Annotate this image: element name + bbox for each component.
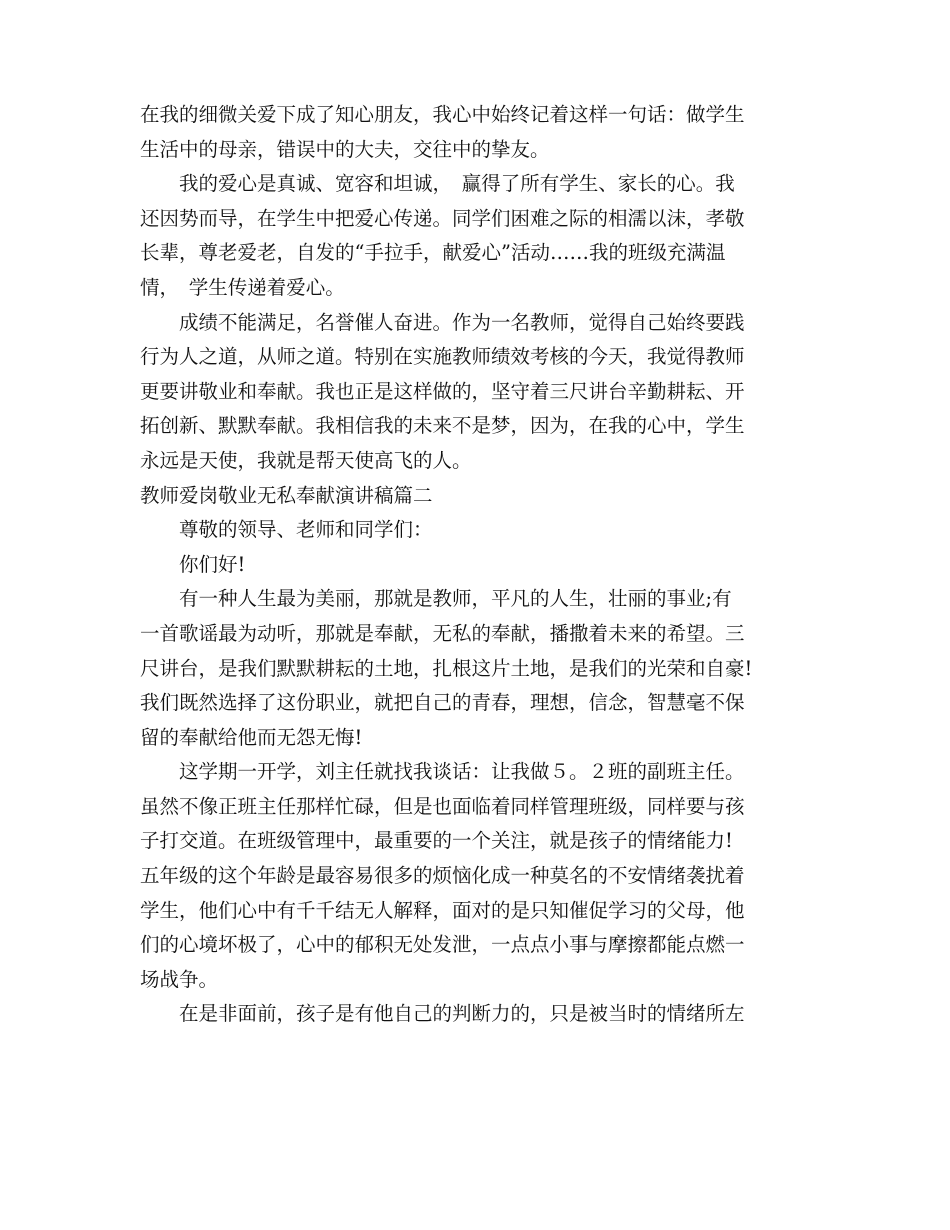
text-line: 一首歌谣最为动听，那就是奉献，无私的奉献，播撒着未来的希望。三 bbox=[140, 621, 745, 645]
text-line: 永远是天使，我就是帮天使高飞的人。 bbox=[140, 448, 472, 472]
text-line: 子打交道。在班级管理中，最重要的一个关注，就是孩子的情绪能力! bbox=[140, 829, 733, 853]
text-line: 在我的细微关爱下成了知心朋友，我心中始终记着这样一句话：做学生 bbox=[140, 103, 745, 126]
text-line: 五年级的这个年龄是最容易很多的烦恼化成一种莫名的不安情绪袭扰着 bbox=[140, 864, 745, 888]
text-line: 们的心境坏极了，心中的郁积无处发泄，一点点小事与摩擦都能点燃一 bbox=[140, 933, 745, 957]
text-line: 更要讲敬业和奉献。我也正是这样做的，坚守着三尺讲台辛勤耕耘、开 bbox=[140, 379, 745, 403]
text-line: 我们既然选择了这份职业，就把自己的青春，理想，信念，智慧毫不保 bbox=[140, 691, 745, 715]
text-line: 我的爱心是真诚、宽容和坦诚， 赢得了所有学生、家长的心。我 bbox=[140, 172, 735, 196]
text-line: 你们好! bbox=[140, 552, 246, 576]
text-line: 行为人之道，从师之道。特别在实施教师绩效考核的今天，我觉得教师 bbox=[140, 345, 745, 369]
text-line: 情， 学生传递着爱心。 bbox=[140, 275, 345, 299]
text-line: 成绩不能满足，名誉催人奋进。作为一名教师，觉得自己始终要践 bbox=[140, 310, 745, 334]
text-line: 生活中的母亲，错误中的大夫，交往中的挚友。 bbox=[140, 137, 550, 161]
text-line: 场战争。 bbox=[140, 967, 219, 991]
document-body bbox=[140, 98, 820, 1032]
text-line: 留的奉献给他而无怨无悔! bbox=[140, 725, 363, 749]
text-line: 虽然不像正班主任那样忙碌，但是也面临着同样管理班级，同样要与孩 bbox=[140, 794, 745, 818]
section-heading: 教师爱岗敬业无私奉献演讲稿篇二 bbox=[140, 483, 433, 507]
text-line: 尊敬的领导、老师和同学们： bbox=[140, 518, 433, 542]
text-line: 学生，他们心中有千千结无人解释，面对的是只知催促学习的父母，他 bbox=[140, 898, 745, 922]
text-line: 有一种人生最为美丽，那就是教师，平凡的人生，壮丽的事业;有 bbox=[140, 587, 732, 611]
text-line: 这学期一开学，刘主任就找我谈话：让我做５。２班的副班主任。 bbox=[140, 760, 745, 784]
text-line: 在是非面前，孩子是有他自己的判断力的，只是被当时的情绪所左 bbox=[140, 1002, 745, 1026]
text-line: 拓创新、默默奉献。我相信我的未来不是梦，因为，在我的心中，学生 bbox=[140, 414, 745, 438]
text-line: 尺讲台，是我们默默耕耘的土地，扎根这片土地，是我们的光荣和自豪! bbox=[140, 656, 753, 680]
text-line: 还因势而导，在学生中把爱心传递。同学们困难之际的相濡以沫，孝敬 bbox=[140, 206, 745, 230]
text-line: 长辈，尊老爱老，自发的“手拉手，献爱心”活动……我的班级充满温 bbox=[140, 241, 726, 265]
